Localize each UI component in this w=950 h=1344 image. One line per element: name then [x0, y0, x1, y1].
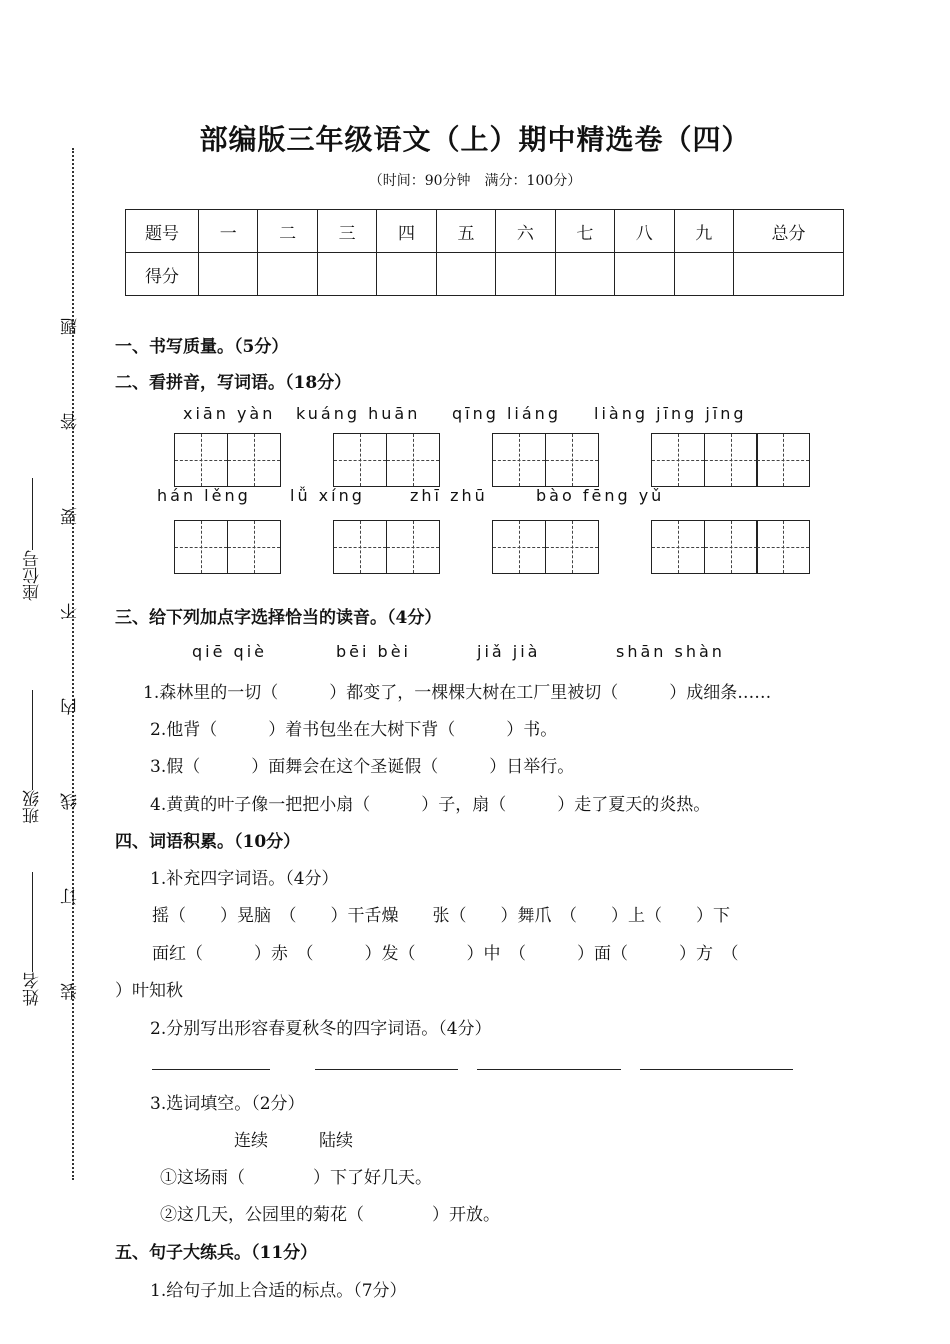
- margin-char: 答: [61, 413, 81, 430]
- margin-char: 线: [61, 793, 81, 810]
- pinyin: kuáng huān: [296, 404, 421, 423]
- table-header: 一: [199, 210, 258, 253]
- score-cell[interactable]: [317, 253, 376, 296]
- score-table-header-row: [126, 210, 844, 253]
- table-header: 六: [496, 210, 555, 253]
- writing-grid[interactable]: [651, 433, 810, 487]
- pinyin: liàng jīng jīng: [594, 404, 747, 423]
- pinyin: zhī zhū: [410, 486, 488, 505]
- seat-label: 座位号: [23, 550, 43, 601]
- question-3-2: 2.他背（ ）着书包坐在大树下背（ ）书。: [150, 720, 558, 740]
- class-field[interactable]: [20, 690, 45, 824]
- margin-char: 内: [61, 698, 81, 715]
- table-header: 三: [317, 210, 376, 253]
- reading-option: qiē qiè: [192, 642, 267, 661]
- writing-grid[interactable]: [333, 520, 440, 574]
- answer-line[interactable]: [640, 1069, 793, 1070]
- table-header: 八: [615, 210, 674, 253]
- margin-char: 装: [61, 983, 81, 1000]
- score-cell[interactable]: [555, 253, 614, 296]
- binding-dotted-line: [72, 148, 74, 1180]
- answer-line[interactable]: [477, 1069, 621, 1070]
- table-header: 七: [555, 210, 614, 253]
- answer-line[interactable]: [152, 1069, 270, 1070]
- idiom-line: 摇（ ）晃脑 （ ）干舌燥 张（ ）舞爪 （ ）上（ ）下: [152, 906, 730, 926]
- section-5-title: 五、句子大练兵。（11分）: [115, 1243, 318, 1263]
- section-2-title: 二、看拼音，写词语。（18分）: [115, 373, 352, 393]
- margin-char: 订: [61, 888, 81, 905]
- section-4-title: 四、词语积累。（10分）: [115, 832, 301, 852]
- writing-grid[interactable]: [492, 520, 599, 574]
- pinyin: lǚ xíng: [290, 486, 365, 505]
- score-cell[interactable]: [377, 253, 436, 296]
- question-5-1-title: 1.给句子加上合适的标点。（7分）: [150, 1281, 407, 1301]
- answer-line[interactable]: [315, 1069, 458, 1070]
- question-3-4: 4.黄黄的叶子像一把把小扇（ ）子，扇（ ）走了夏天的炎热。: [150, 795, 711, 815]
- seat-number-field[interactable]: [20, 478, 45, 601]
- pinyin: qīng liáng: [452, 404, 561, 423]
- question-4-3-b: ②这几天，公园里的菊花（ ）开放。: [160, 1205, 500, 1225]
- score-cell[interactable]: [733, 253, 843, 296]
- exam-info: （时间：90分钟 满分：100分）: [368, 173, 582, 189]
- table-header: 二: [258, 210, 317, 253]
- reading-option: bēi bèi: [336, 642, 411, 661]
- score-table: [125, 209, 844, 296]
- score-cell[interactable]: [436, 253, 495, 296]
- class-label: 班级: [23, 790, 43, 824]
- margin-char: 题: [61, 318, 81, 335]
- word-choices: 连续 陆续: [234, 1131, 353, 1151]
- question-3-1: 1.森林里的一切（ ）都变了，一棵棵大树在工厂里被切（ ）成细条……: [143, 683, 772, 703]
- score-table-score-row: [126, 253, 844, 296]
- table-header: 九: [674, 210, 733, 253]
- table-header: 题号: [126, 210, 199, 253]
- name-field[interactable]: [20, 872, 45, 1006]
- writing-grid[interactable]: [651, 520, 810, 574]
- margin-char: 不: [61, 603, 81, 620]
- row-label: 得分: [126, 253, 199, 296]
- score-cell[interactable]: [615, 253, 674, 296]
- question-4-2-title: 2.分别写出形容春夏秋冬的四字词语。（4分）: [150, 1019, 492, 1039]
- score-cell[interactable]: [674, 253, 733, 296]
- writing-grid[interactable]: [174, 433, 281, 487]
- writing-grid[interactable]: [333, 433, 440, 487]
- question-3-3: 3.假（ ）面舞会在这个圣诞假（ ）日举行。: [150, 757, 575, 777]
- reading-option: jiǎ jià: [477, 642, 541, 661]
- table-header: 总分: [733, 210, 843, 253]
- section-3-title: 三、给下列加点字选择恰当的读音。（4分）: [115, 608, 442, 628]
- reading-option: shān shàn: [616, 642, 725, 661]
- page-title: 部编版三年级语文（上）期中精选卷（四）: [199, 123, 751, 156]
- writing-grid[interactable]: [174, 520, 281, 574]
- idiom-line: 面红（ ）赤 （ ）发（ ）中 （ ）面（ ）方 （: [152, 944, 739, 964]
- table-header: 四: [377, 210, 436, 253]
- pinyin: bào fēng yǔ: [536, 486, 665, 505]
- score-cell[interactable]: [258, 253, 317, 296]
- writing-grid[interactable]: [492, 433, 599, 487]
- question-4-1-title: 1.补充四字词语。（4分）: [150, 869, 339, 889]
- question-4-3-title: 3.选词填空。（2分）: [150, 1094, 305, 1114]
- idiom-line: ）叶知秋: [115, 981, 183, 1001]
- table-header: 五: [436, 210, 495, 253]
- pinyin: xiān yàn: [183, 404, 276, 423]
- section-1-title: 一、书写质量。（5分）: [115, 337, 289, 357]
- question-4-3-a: ①这场雨（ ）下了好几天。: [160, 1168, 432, 1188]
- name-label: 姓名: [23, 972, 43, 1006]
- pinyin: hán lěng: [157, 486, 251, 505]
- score-cell[interactable]: [199, 253, 258, 296]
- score-cell[interactable]: [496, 253, 555, 296]
- margin-char: 要: [61, 508, 81, 525]
